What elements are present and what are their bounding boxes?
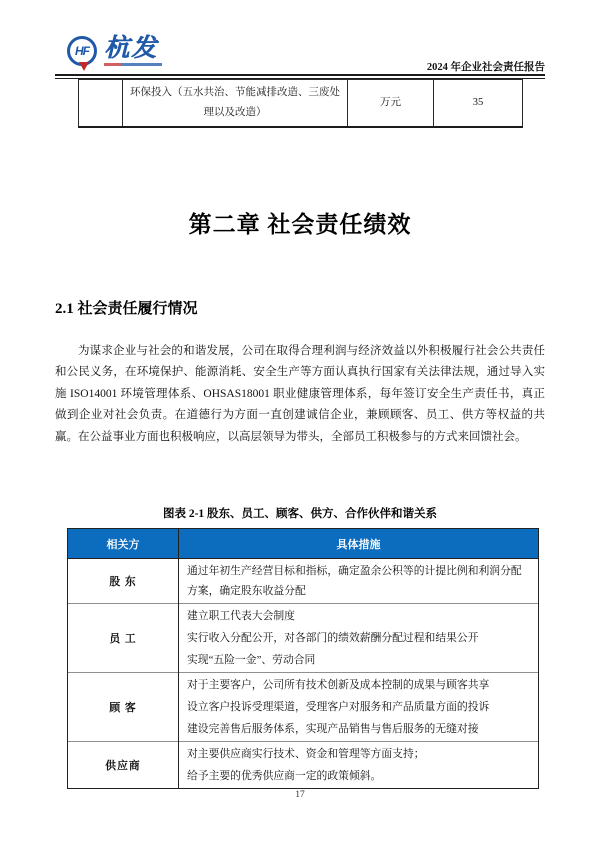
- header-cell-party: 相关方: [68, 529, 179, 559]
- logo-text-block: [104, 36, 162, 66]
- measure-line: 建立职工代表大会制度: [187, 610, 295, 622]
- logo-red-wedge-icon: [79, 62, 89, 71]
- measure-line: 实现“五险一金”、劳动合同: [187, 654, 316, 666]
- table-row: [68, 559, 539, 604]
- relations-table-body: [68, 559, 539, 789]
- section-title: 2.1 社会责任履行情况: [55, 301, 198, 317]
- measure-line: 给予主要的优秀供应商一定的政策倾斜。: [187, 770, 382, 782]
- measures-cell: [179, 604, 539, 673]
- top-table-empty-cell: [79, 80, 123, 128]
- logo-brand-text: 杭发: [104, 35, 159, 62]
- party-cell: 员 工: [68, 604, 179, 673]
- stakeholder-relations-table: [67, 528, 539, 789]
- hf-logo-icon: [67, 36, 97, 66]
- logo-monogram: HF: [75, 44, 89, 58]
- measure-line: 对主要供应商实行技术、资金和管理等方面支持；: [187, 748, 425, 760]
- measure-line: 设立客户投诉受理渠道，受理客户对服务和产品质量方面的投诉: [187, 701, 490, 713]
- page-number: 17: [295, 790, 305, 800]
- party-cell: 供应商: [68, 742, 179, 789]
- page-header: [55, 36, 545, 76]
- party-cell: 顾 客: [68, 673, 179, 742]
- body-paragraph: 为谋求企业与社会的和谐发展，公司在取得合理利润与经济效益以外积极履行社会公共责任和公民义务，在环境保护、能源消耗、安全生产等方面认真执行国家有关法律法规，通过导入实施 ISO14001 环境管理体系、OHSAS18001 职业健康管理体系，每年签订安全生产责任书，真正做到企业对社会负责。在道德行为方面一直创建诚信企业，兼顾顾客、员工、供方等权益的共赢。在公益事业方面也积极响应，以高层领导为带头，全部员工积极参与的方式来回馈社会。: [55, 345, 545, 443]
- measures-cell: [179, 742, 539, 789]
- table-row: [79, 80, 523, 128]
- report-title: 2024 年企业社会责任报告: [426, 62, 545, 73]
- chapter-title: 第二章 社会责任绩效: [188, 212, 412, 237]
- top-table-value-cell: 35: [434, 80, 523, 128]
- top-table-unit-cell: 万元: [348, 80, 434, 128]
- measures-cell: [179, 559, 539, 604]
- measures-cell: [179, 673, 539, 742]
- measure-line: 对于主要客户，公司所有技术创新及成本控制的成果与顾客共享: [187, 679, 490, 691]
- measure-line: 通过年初生产经营目标和指标，确定盈余公积等的计提比例和利润分配方案，确定股东收益分配: [187, 565, 522, 597]
- measure-line: 实行收入分配公开，对各部门的绩效薪酬分配过程和结果公开: [187, 632, 479, 644]
- company-logo: [67, 36, 162, 66]
- party-cell: 股 东: [68, 559, 179, 604]
- table-row: [68, 742, 539, 789]
- logo-tagline-bar: [104, 63, 162, 66]
- top-table-item-cell: 环保投入（五水共治、节能减排改造、三废处理以及改造）: [123, 80, 348, 128]
- table-row: [68, 673, 539, 742]
- table-header-row: [68, 529, 539, 559]
- table-row: [68, 604, 539, 673]
- measure-line: 建设完善售后服务体系，实现产品销售与售后服务的无缝对接: [187, 723, 479, 735]
- header-cell-measures: 具体措施: [179, 529, 539, 559]
- environment-investment-table: [78, 79, 523, 128]
- table-caption: 图表 2-1 股东、员工、顾客、供方、合作伙伴和谐关系: [162, 508, 438, 520]
